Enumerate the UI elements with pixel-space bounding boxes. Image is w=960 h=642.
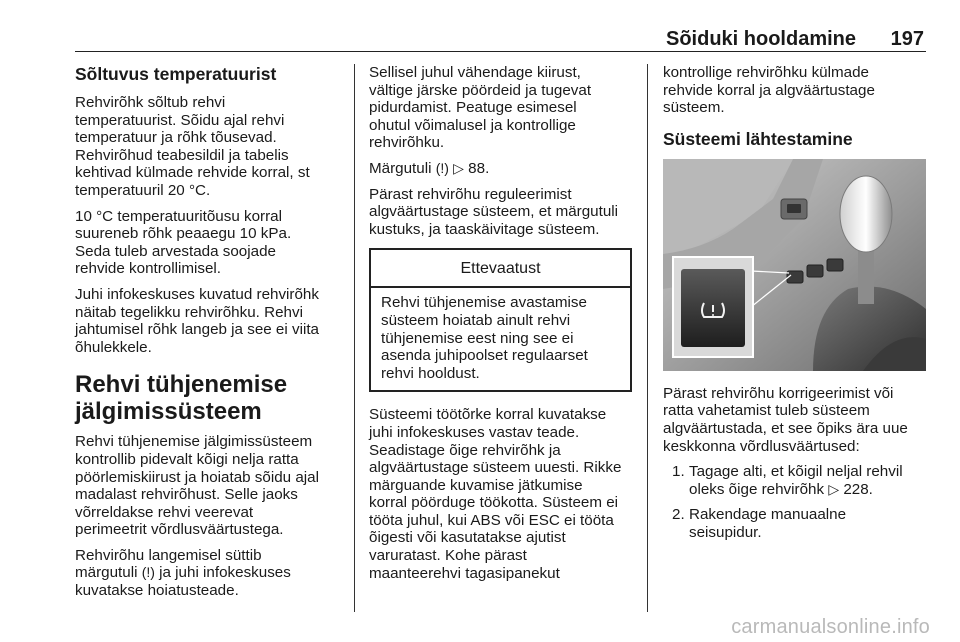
column-3 (663, 64, 928, 550)
text-line: temperatuur ja rõhk tõusevad. (75, 129, 277, 147)
console-button (807, 265, 823, 277)
text-line: madalast rehvirõhust. Selle jaoks (75, 486, 298, 504)
text-line: pidurdamist. Peatuge esimesel (369, 99, 577, 117)
text-line: perimeetrit võrdlusväärtustega. (75, 521, 284, 539)
text-line: keskkonna võrdlusväärtused: (663, 437, 860, 455)
gear-knob (840, 176, 892, 252)
paragraph (369, 64, 635, 152)
text-line: rehvide korral ja algväärtustage (663, 81, 875, 99)
text-line: tühjenemise eest ning see ei (381, 329, 574, 347)
list-item: 1. Tagage alti, et kõigil neljal rehvil oleks õige rehvirõhk ▷ 228. (663, 463, 928, 498)
text-line: asenda juhipoolset regulaarset (381, 347, 588, 365)
paragraph (75, 208, 347, 278)
heading-line: jälgimissüsteem (75, 398, 262, 426)
text-line: Rehvirõhu langemisel süttib (75, 546, 262, 564)
list-item: 2. Rakendage manuaalne seisupidur. (663, 506, 928, 541)
text-line: märguande kuvamise jätkumise (369, 476, 583, 494)
column-divider (354, 64, 355, 612)
paragraph (75, 547, 347, 600)
text-line: õigesti või kasutatakse ajutist (369, 529, 566, 547)
text-line: varuratast. Kohe pärast (369, 547, 527, 565)
text-line: Süsteemi töötõrke korral kuvatakse (369, 406, 607, 424)
text-line: kehtivad külmade rehvide korral, st (75, 164, 310, 182)
heading-line: Rehvi tühjenemise (75, 371, 288, 399)
text-line: suureneb rõhk peaaegu 10 kPa. (75, 225, 292, 243)
text-line: Rehvi tühjenemise jälgimissüsteem (75, 433, 313, 451)
text-line: rehvi hooldust. (381, 364, 480, 382)
text-line: algväärtustage süsteem uuesti. Rikke (369, 459, 622, 477)
text-line: Rakendage manuaalne (689, 506, 847, 524)
text-line: tööta juhul, kui ABS või ESC ei tööta (369, 511, 614, 529)
column-2 (369, 64, 635, 590)
text-line: märgutuli (!) ja juhi infokeskuses (75, 564, 291, 582)
text-line: maanteerehvi tagasipanekut (369, 564, 560, 582)
console-photo (663, 159, 926, 371)
text-line: jahtumisel rõhk langeb ja see ei viita (75, 321, 319, 339)
text-line: süsteem hoiatab ainult rehvi (381, 311, 571, 329)
caution-body (371, 288, 630, 390)
paragraph (75, 286, 347, 356)
text-line: rehvide kontrollimisel. (75, 260, 222, 278)
text-line: algväärtustage süsteem, et märgutuli (369, 203, 619, 221)
text-line: kustuks, ja taaskäivitage süsteem. (369, 220, 600, 238)
socket-slot (787, 204, 801, 213)
text-line: korral pöörduge töökotta. Süsteem ei (369, 494, 619, 512)
text-line: ratta vahetamist tuleb süsteem (663, 402, 870, 420)
text-line: süsteem. (663, 99, 725, 117)
text-line: vältige järske pöördeid ja tugevat (369, 81, 592, 99)
text-line: kuvatakse hoiatusteade. (75, 582, 239, 600)
numbered-list (663, 463, 928, 541)
text-line: võrreldakse rehvi veerevat (75, 503, 254, 521)
text-line: temperatuurist. Sõidu ajal rehvi (75, 111, 285, 129)
text-line: 10 °C temperatuuritõusu korral (75, 207, 282, 225)
text-line: Pärast rehvirõhu reguleerimist (369, 185, 572, 203)
text-line: Rehvirõhud teabesildil ja tabelis (75, 146, 289, 164)
chapter-title: Sõiduki hooldamine (665, 28, 856, 50)
text-line: Sellisel juhul vähendage kiirust, (369, 64, 581, 81)
section-title-reset: Süsteemi lähtestamine (663, 128, 853, 149)
text-line: rehvirõhku. (369, 134, 445, 152)
watermark: carmanualsonline.info (731, 616, 930, 638)
paragraph (663, 385, 928, 455)
paragraph (369, 186, 635, 239)
text-line: Seadistage õige rehvirõhk ja (369, 441, 561, 459)
text-line: Pärast rehvirõhu korrigeerimist või (663, 384, 894, 402)
text-line: Juhi infokeskuses kuvatud rehvirõhk (75, 285, 319, 303)
text-line: ohutul võimalusel ja kontrollige (369, 116, 576, 134)
text-line: näitab tegelikku rehvirõhku. Rehvi (75, 303, 303, 321)
paragraph: Märgutuli (!) ▷ 88. (369, 159, 490, 177)
caution-title: Ettevaatust (371, 250, 630, 288)
tpms-warning-icon: (!) (435, 159, 449, 176)
caution-box (369, 248, 632, 392)
page-reference-link[interactable]: 88. (468, 159, 490, 177)
paragraph (75, 433, 347, 539)
text-line: Seda tuleb arvestada soojade (75, 242, 276, 260)
tpms-warning-icon: (!) (141, 564, 155, 581)
page-header (75, 26, 926, 52)
text-line: juhi infokeskuses vastav teade. (369, 423, 580, 441)
text-line: kontrollib pidevalt kõigi nelja ratta (75, 450, 299, 468)
column-1 (75, 64, 347, 608)
text-line: kontrollige rehvirõhku külmade (663, 64, 869, 81)
text-line: temperatuuril 20 °C. (75, 181, 211, 199)
paragraph (75, 94, 347, 200)
section-title-tpms (75, 371, 347, 425)
text-line: Rehvi tühjenemise avastamise (381, 294, 587, 312)
text-line: algväärtustada, et see õpiks ära uue (663, 419, 908, 437)
page-number: 197 (890, 28, 924, 50)
text-line: õhulekkele. (75, 338, 152, 356)
paragraph (663, 64, 928, 117)
text-line: Tagage alti, et kõigil neljal rehvil (689, 463, 903, 481)
console-button (827, 259, 843, 271)
section-title-temperature: Sõltuvus temperatuurist (75, 64, 277, 84)
text-line: pöörlemiskiirust ja hoiatab sõidu ajal (75, 468, 319, 486)
page-reference-icon: ▷ (453, 159, 464, 176)
page-reference-link[interactable]: 228. (843, 480, 873, 498)
column-divider (647, 64, 648, 612)
text-line: Rehvirõhk sõltub rehvi (75, 94, 226, 111)
text-line: seisupidur. (689, 523, 762, 541)
paragraph (369, 406, 635, 582)
page-reference-icon: ▷ (828, 480, 840, 497)
text-line: oleks õige rehvirõhk ▷ 228. (689, 480, 873, 498)
